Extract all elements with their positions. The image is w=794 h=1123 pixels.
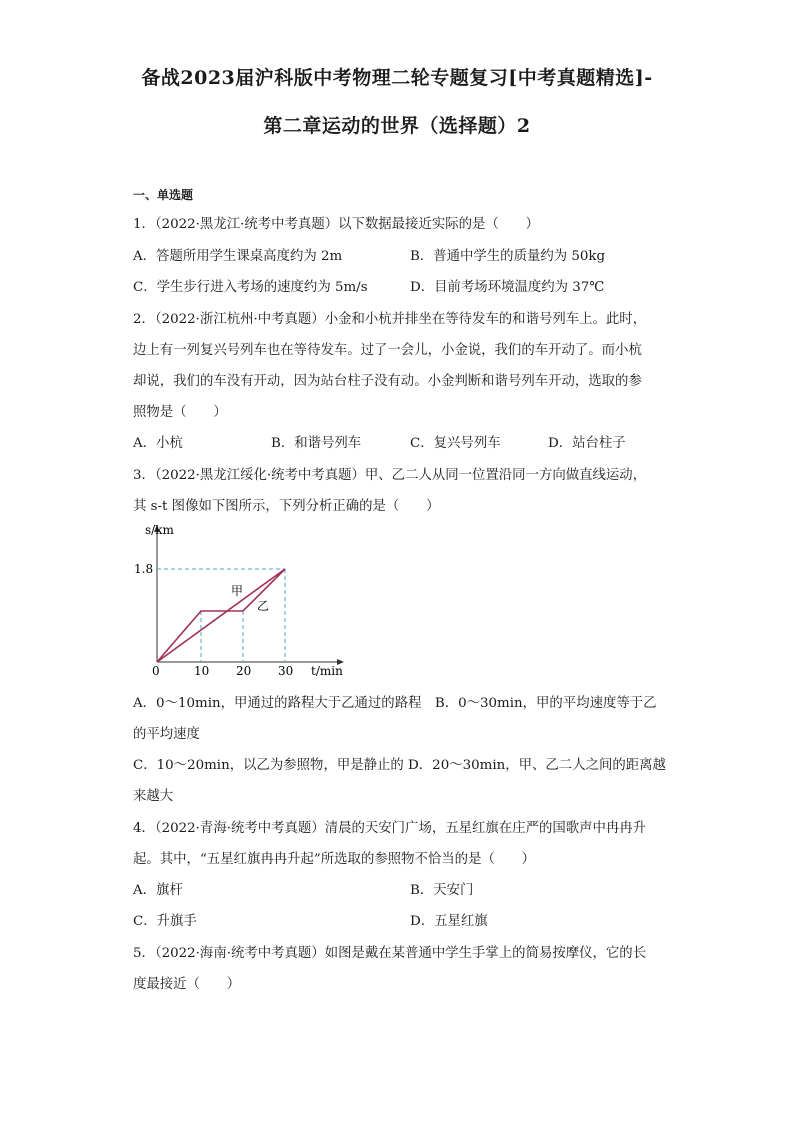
q1-option-d: D．目前考场环境温度约为 37℃ [410,280,605,295]
q2-option-a: A．小杭 [133,436,183,451]
curve-yi [157,569,285,662]
y-tick-1.8: 1.8 [134,562,154,576]
label-yi: 乙 [257,599,270,613]
q2-stem-line4: 照物是（ ） [133,405,227,420]
document-title-line1: 备战2023届沪科版中考物理二轮专题复习[中考真题精选]- [141,67,653,89]
section-heading: 一、单选题 [133,188,194,202]
q3-stem-line1: 3．（2022·黑龙江绥化·统考中考真题）甲、乙二人从同一位置沿同一方向做直线运动， [133,468,647,483]
document-title-line2: 第二章运动的世界（选择题）2 [263,115,531,137]
y-axis-label: s/km [145,523,174,537]
q4-option-b: B．天安门 [410,883,474,898]
q4-stem-line1: 4．（2022·青海·统考中考真题）清晨的天安门广场，五星红旗在庄严的国歌声中冉冉升 [133,821,647,836]
q4-option-c: C．升旗手 [133,914,197,929]
q4-option-d: D．五星红旗 [410,914,488,929]
q3-option-line1: A．0～10min，甲通过的路程大于乙通过的路程 B．0～30min，甲的平均速度等于乙 [133,696,657,711]
x-axis-label: t/min [311,664,343,678]
q2-option-d: D．站台柱子 [548,436,626,451]
q4-option-a: A．旗杆 [133,883,183,898]
q5-stem-line1: 5．（2022·海南·统考中考真题）如图是戴在某普通中学生手掌上的简易按摩仪，它的长 [133,946,647,961]
q5-stem-line2: 度最接近（ ） [133,977,241,992]
x-tick-20: 20 [236,664,252,678]
q1-option-a: A．答题所用学生课桌高度约为 2m [133,249,343,264]
q2-option-c: C．复兴号列车 [410,436,501,451]
q1-option-b: B．普通中学生的质量约为 50kg [410,249,606,264]
x-tick-30: 30 [278,664,294,678]
q2-stem-line1: 2．（2022·浙江杭州·中考真题）小金和小杭并排坐在等待发车的和谐号列车上。此时， [133,312,647,327]
q3-option-line4: 来越大 [133,789,174,804]
q2-stem-line3: 却说，我们的车没有开动，因为站台柱子没有动。小金判断和谐号列车开动，选取的参 [133,374,642,389]
q3-option-line2: 的平均速度 [133,727,200,742]
q3-stem-line2: 其 s-t 图像如下图所示，下列分析正确的是（ ） [133,499,440,514]
q3-option-line3: C．10～20min，以乙为参照物，甲是静止的 D．20～30min，甲、乙二人之间的距离越 [133,758,666,773]
label-jia: 甲 [231,584,244,598]
q2-option-b: B．和谐号列车 [271,436,362,451]
x-tick-10: 10 [194,664,210,678]
q1-stem: 1．（2022·黑龙江·统考中考真题）以下数据最接近实际的是（ ） [133,217,539,232]
q4-stem-line2: 起。其中，“五星红旗冉冉升起”所选取的参照物不恰当的是（ ） [133,852,536,867]
origin-label: 0 [152,664,160,678]
q2-stem-line2: 边上有一列复兴号列车也在等待发车。过了一会儿，小金说，我们的车开动了。而小杭 [133,343,642,358]
q1-option-c: C．学生步行进入考场的速度约为 5m/s [133,280,368,295]
s-t-graph [133,518,353,680]
